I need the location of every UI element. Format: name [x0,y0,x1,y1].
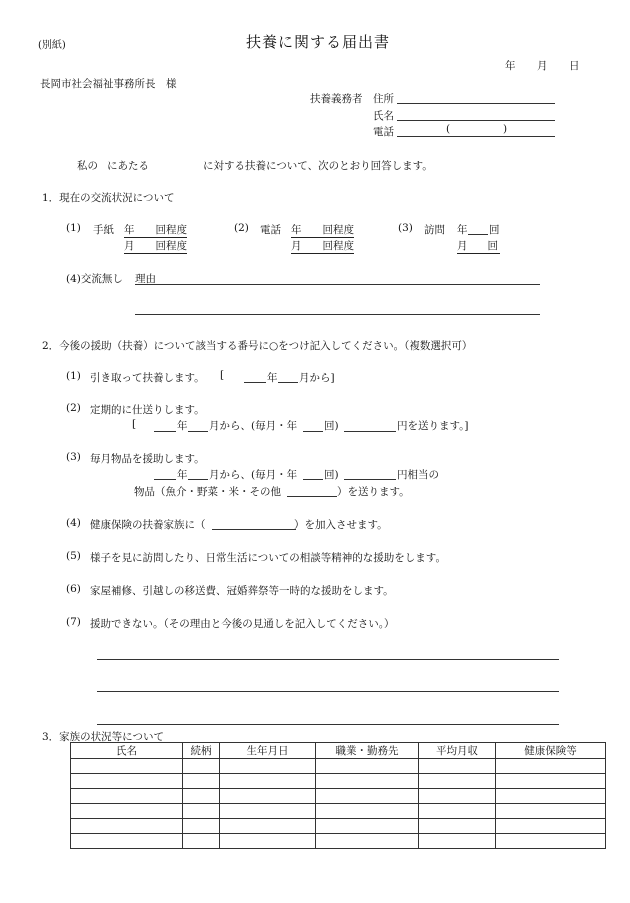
table-cell[interactable] [316,804,419,819]
visit-label: 訪問 [424,224,445,236]
table-cell[interactable] [71,804,183,819]
table-cell[interactable] [316,819,419,834]
item1-year: 年 [267,372,278,384]
addressee: 長岡市社会福祉事務所長 様 [40,78,177,90]
table-cell[interactable] [496,774,606,789]
item2-times: 回) [324,420,339,432]
phone-contact-label: 電話 [260,224,281,236]
visit-month-times: 回 [487,240,498,252]
table-cell[interactable] [419,774,496,789]
table-cell[interactable] [496,789,606,804]
name-label: 氏名 [373,110,394,122]
item7-reason-line-1[interactable] [97,659,559,660]
item1-month-field[interactable] [278,382,298,383]
table-row [71,804,606,819]
item1-num: (1) [66,370,81,382]
item3-times: 回) [324,469,339,481]
item2-year-field[interactable] [154,431,176,432]
item6-num: (6) [66,583,81,595]
table-cell[interactable] [220,789,316,804]
family-table-header [71,743,606,759]
item1-text: 引き取って扶養します。 [90,372,205,384]
item7-reason-line-3[interactable] [97,724,559,725]
letter-per-year[interactable]: 年 回程度 [124,224,187,236]
intro-part3: に対する扶養について、次のとおり回答します。 [203,160,433,172]
item2-text: 定期的に仕送りします。 [90,404,205,416]
phone-paren-close: ) [503,123,508,135]
table-cell[interactable] [220,819,316,834]
item1-month: 月から] [299,372,335,384]
item1-year-field[interactable] [244,382,266,383]
table-cell[interactable] [220,759,316,774]
phone-label: 電話 [373,126,394,138]
item2-year: 年 [177,420,188,432]
table-cell[interactable] [316,789,419,804]
col-occupation: 職業・勤務先 [316,743,419,759]
item3-text: 毎月物品を援助します。 [90,453,205,465]
table-cell[interactable] [316,774,419,789]
item4-num: (4) [66,517,81,529]
item7-num: (7) [66,616,81,628]
table-row [71,819,606,834]
name-field[interactable] [397,120,555,121]
address-field[interactable] [397,103,555,104]
letter-per-month[interactable]: 月 回程度 [124,240,187,252]
table-cell[interactable] [220,804,316,819]
table-cell[interactable] [419,834,496,849]
item3-year-field[interactable] [154,479,176,480]
table-cell[interactable] [183,789,220,804]
table-cell[interactable] [220,774,316,789]
table-cell[interactable] [496,834,606,849]
item3-month-field[interactable] [188,479,208,480]
table-cell[interactable] [419,759,496,774]
item4-dependent-field[interactable] [212,529,296,530]
table-cell[interactable] [183,774,220,789]
obligor-label: 扶養義務者 [310,93,363,105]
item2-amount-field[interactable] [344,431,396,432]
section1-heading: 1．現在の交流状況について [42,192,175,204]
col-health-insurance: 健康保険等 [496,743,606,759]
table-cell[interactable] [220,834,316,849]
item3-goods-end: ）を送ります。 [337,486,410,498]
reason-line-1[interactable] [135,284,540,285]
visit-per-year-field[interactable] [468,234,488,235]
item2-from: 月から、(毎月・年 [209,420,298,432]
item3-goods: 物品（魚介・野菜・米・その他 [134,486,281,498]
item5-num: (5) [66,550,81,562]
table-cell[interactable] [496,804,606,819]
col-relationship: 続柄 [183,743,220,759]
item3-goods-other-field[interactable] [287,496,337,497]
reason-label: 理由 [135,273,156,285]
visit-year-times: 回 [489,224,500,236]
table-cell[interactable] [71,819,183,834]
phone-paren-open: ( [446,123,451,135]
item3-from: 月から、(毎月・年 [209,469,298,481]
table-cell[interactable] [419,819,496,834]
phone-field[interactable] [397,136,555,137]
table-cell[interactable] [316,834,419,849]
table-row [71,759,606,774]
table-cell[interactable] [183,759,220,774]
visit-month-label: 月 [457,240,468,252]
visit-per-month[interactable] [457,238,500,254]
col-birthdate: 生年月日 [220,743,316,759]
reason-line-2[interactable] [135,314,540,315]
item2-month-field[interactable] [188,431,208,432]
section3-heading: 3．家族の状況等について [42,731,164,743]
phone-per-month[interactable]: 月 回程度 [291,240,354,252]
item2-times-field[interactable] [303,431,323,432]
letter-num: (1) [66,222,81,234]
table-cell[interactable] [496,819,606,834]
item3-value-field[interactable] [344,479,396,480]
date-month-label: 月 [537,60,548,72]
col-name: 氏名 [71,743,183,759]
item2-send: 円を送ります。] [397,420,469,432]
table-cell[interactable] [316,759,419,774]
col-monthly-income: 平均月収 [419,743,496,759]
item4-text-b: ）を加入させます。 [294,519,388,531]
intro-part2: にあたる [107,160,149,172]
table-cell[interactable] [183,804,220,819]
phone-per-year[interactable]: 年 回程度 [291,224,354,236]
table-cell[interactable] [419,789,496,804]
address-label: 住所 [373,93,394,105]
table-row [71,774,606,789]
no-contact-label: (4)交流無し [66,273,123,285]
item3-num: (3) [66,451,81,463]
table-row [71,834,606,849]
date-day-label: 日 [569,60,580,72]
item7-reason-line-2[interactable] [97,691,559,692]
date-year-label: 年 [505,60,516,72]
table-row [71,789,606,804]
table-cell[interactable] [71,774,183,789]
letter-label: 手紙 [93,224,114,236]
item3-year: 年 [177,469,188,481]
item5-text: 様子を見に訪問したり、日常生活についての相談等精神的な援助をします。 [90,552,446,564]
item2-num: (2) [66,402,81,414]
table-cell[interactable] [71,759,183,774]
item6-text: 家屋補修、引越しの移送費、冠婚葬祭等一時的な援助をします。 [90,585,394,597]
visit-num: (3) [398,222,413,234]
section2-heading: 2．今後の援助（扶養）について該当する番号に○をつけ記入してください。（複数選択可） [42,340,473,352]
item7-text: 援助できない。（その理由と今後の見通しを記入してください。） [90,618,395,630]
table-cell[interactable] [183,819,220,834]
item4-text-a: 健康保険の扶養家族に（ [90,519,206,531]
visit-year-label: 年 [457,224,468,236]
table-cell[interactable] [183,834,220,849]
table-cell[interactable] [71,789,183,804]
item3-times-field[interactable] [303,479,323,480]
table-cell[interactable] [496,759,606,774]
page-title: 扶養に関する届出書 [246,33,391,51]
attachment-label: (別紙) [38,40,66,51]
table-cell[interactable] [419,804,496,819]
intro-part1: 私の [77,160,98,172]
table-cell[interactable] [71,834,183,849]
phone-contact-num: (2) [234,222,249,234]
item3-value: 円相当の [397,469,439,481]
family-table [70,742,606,849]
item1-bracket: [ [220,369,225,381]
item2-bracket: [ [132,418,137,430]
